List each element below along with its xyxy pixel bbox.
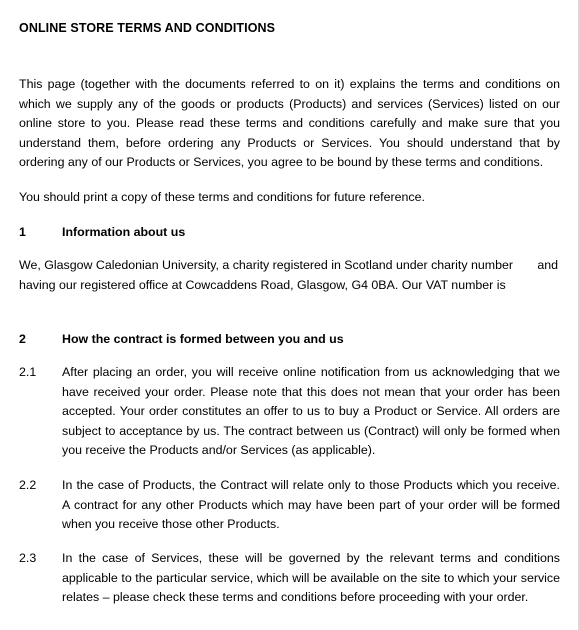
section-1-line-2: having our registered office at Cowcaddens Road, Glasgow, G4 0BA. Our VAT number is	[19, 278, 506, 292]
clause-2-3-number: 2.3	[19, 551, 37, 565]
intro-paragraph: This page (together with the documents referred to on it) explains the terms and conditions on which we supply any of the goods or products (Products) and services (Services) listed on our online store to you. Please read these terms and conditions carefully and make sure that you understand them, before ordering any Products or Services. You should understand that by ordering any of our Products or Services, you agree to be bound by these terms and conditions.	[19, 77, 560, 170]
section-1-line-1-end: and	[537, 258, 558, 272]
clause-2-3-text: In the case of Services, these will be governed by the relevant terms and conditions applicable to the particular service, which will be available on the site to which your service relates – please check these terms and conditions before proceeding with your order.	[62, 551, 560, 605]
clause-2-2-text: In the case of Products, the Contract will relate only to those Products which you receive. A contract for any other Products which may have been part of your order will be formed when you receive those other Products.	[62, 478, 560, 532]
clause-2-2-number: 2.2	[19, 478, 37, 492]
clause-2-1-text: After placing an order, you will receive online notification from us acknowledging that we have received your order. Please note that this does not mean that your order has been accepted. Your order constitutes an offer to us to buy a Product or Service. All orders are subject to acceptance by us. The contract between us (Contract) will only be formed when you receive the Products and/or Services (as applicable).	[62, 365, 560, 458]
section-1-heading: Information about us	[62, 225, 186, 239]
section-1-line-1: We, Glasgow Caledonian University, a charity registered in Scotland under charity number	[19, 258, 514, 272]
document-title: ONLINE STORE TERMS AND CONDITIONS	[19, 21, 276, 35]
section-1-number: 1	[19, 225, 26, 239]
section-2-heading: How the contract is formed between you and us	[62, 332, 344, 346]
print-paragraph: You should print a copy of these terms and conditions for future reference.	[19, 190, 425, 204]
clause-2-1-number: 2.1	[19, 365, 37, 379]
section-2-number: 2	[19, 332, 26, 346]
